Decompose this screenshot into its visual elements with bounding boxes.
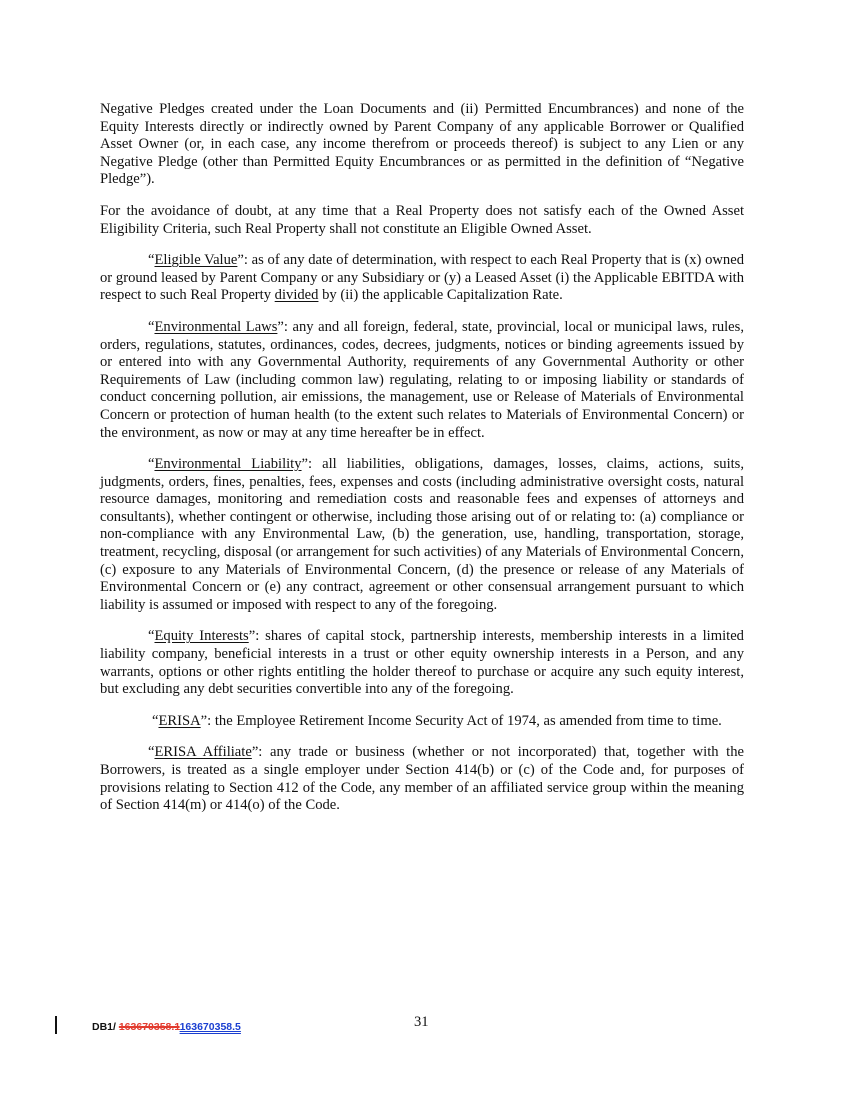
definition-erisa bbox=[100, 713, 744, 731]
defined-term: Equity Interests bbox=[154, 628, 249, 645]
doc-id-deleted: 163670358.1 bbox=[118, 1021, 180, 1033]
open-quote: “ bbox=[148, 628, 155, 645]
definition-equity-interests bbox=[100, 628, 744, 698]
defined-term: Environmental Laws bbox=[154, 318, 278, 335]
paragraph-negative-pledges: Negative Pledges created under the Loan Documents and (ii) Permitted Encumbrances) and none of the Equity Interests directly or indirectly owned by Parent Company of any applicable Borrower or Qualified Asset Owner (or, in each case, any income therefrom or proceeds thereof) is subject to any Lien or any Negative Pledge (other than Permitted Equity Encumbrances or as permitted in the definition of “Negative Pledge”). bbox=[100, 101, 744, 188]
open-quote: “ bbox=[148, 744, 155, 761]
doc-id-inserted: 163670358.5 bbox=[179, 1021, 241, 1033]
page-footer bbox=[0, 1010, 849, 1040]
defined-term: ERISA Affiliate bbox=[154, 744, 252, 761]
definition-environmental-laws bbox=[100, 319, 744, 442]
definition-text: ”: the Employee Retirement Income Security Act of 1974, as amended from time to time. bbox=[200, 712, 722, 729]
definition-erisa-affiliate bbox=[100, 744, 744, 814]
definition-text: ”: any and all foreign, federal, state, provincial, local or municipal laws, rules, orders, regulations, statutes, ordinances, codes, decrees, judgments, notices or binding agreements issued by or entered into with any Governmental Authority, requirements of any Governmental Authority or other Requirements of Law (including common law) regulating, relating to or imposing liability or standards of conduct concerning pollution, air emissions, the management, use or Release of Materials of Environmental Concern or protection of human health (to the extent such relates to Materials of Environmental Concern) or the environment, as now or may at any time hereafter be in effect. bbox=[100, 318, 744, 441]
document-body bbox=[100, 101, 744, 815]
defined-term: Environmental Liability bbox=[154, 456, 302, 473]
revision-change-bar bbox=[55, 1016, 57, 1034]
definition-text: ”: all liabilities, obligations, damages, losses, claims, actions, suits, judgments, orders, fines, penalties, fees, expenses and costs (including administrative oversight costs, natural resource damages, monitoring and remediation costs and reasonable fees and expenses of attorneys and consultants), whether contingent or otherwise, including those arising out of or relating to: (a) compliance or non-compliance with any Environmental Law, (b) the generation, use, handling, transportation, storage, treatment, recycling, disposal (or arrangement for such activities) of any Materials of Environmental Concern, (c) exposure to any Materials of Environmental Concern, (d) the presence or release of any Materials of Environmental Concern or (e) any contract, agreement or other consensual arrangement pursuant to which liability is assumed or imposed with respect to any of the foregoing. bbox=[100, 456, 745, 613]
page-number: 31 bbox=[414, 1014, 429, 1030]
open-quote: “ bbox=[148, 252, 155, 269]
definition-eligible-value bbox=[100, 252, 744, 305]
definition-text: ”: any trade or business (whether or not incorporated) that, together with the Borrowers, is treated as a single employer under Section 414(b) or (c) of the Code and, for purposes of provisions relating to Section 412 of the Code, any member of an affiliated service group within the meaning of Section 414(m) or 414(o) of the Code. bbox=[100, 744, 744, 814]
defined-term: ERISA bbox=[158, 712, 201, 729]
open-quote: “ bbox=[148, 318, 155, 335]
definition-text-end: by (ii) the applicable Capitalization Rate. bbox=[318, 287, 563, 304]
divided-word: divided bbox=[274, 287, 319, 304]
paragraph-avoidance-of-doubt: For the avoidance of doubt, at any time that a Real Property does not satisfy each of the Owned Asset Eligibility Criteria, such Real Property shall not constitute an Eligible Owned Asset. bbox=[100, 202, 744, 237]
definition-text: ”: shares of capital stock, partnership interests, membership interests in a limited liability company, beneficial interests in a trust or other equity ownership interests in a Person, and any warrants, options or other rights entitling the holder thereof to purchase or acquire any such equity interest, but excluding any debt securities convertible into any of the foregoing. bbox=[100, 628, 744, 698]
defined-term: Eligible Value bbox=[154, 252, 238, 269]
open-quote: “ bbox=[152, 712, 159, 729]
doc-id-prefix: DB1/ bbox=[92, 1021, 119, 1033]
definition-environmental-liability bbox=[100, 456, 744, 614]
document-id bbox=[92, 1019, 241, 1037]
definition-text: ”: as of any date of determination, with respect to each Real Property that is (x) owned or ground leased by Parent Company or any Subsidiary or (y) a Leased Asset (i) the Applicable EBITDA with respect to such Real Property bbox=[100, 252, 744, 304]
open-quote: “ bbox=[148, 456, 155, 473]
